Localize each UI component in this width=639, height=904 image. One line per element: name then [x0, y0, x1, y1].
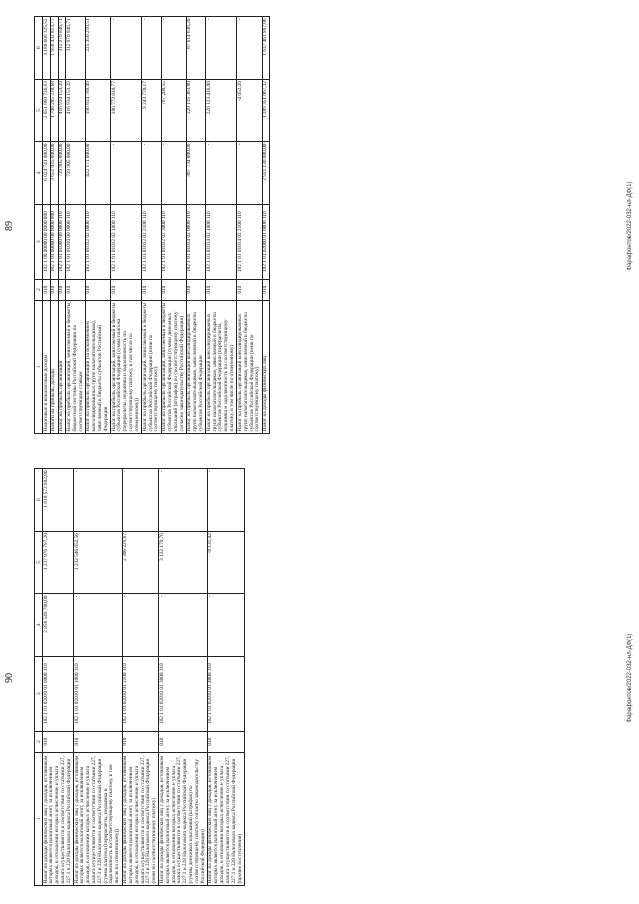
executed-amount: 220 123 416,00: [206, 79, 237, 142]
budget-code: 182 1 01 01012 02 2100 110: [142, 204, 161, 279]
unexecuted-amount: 1 950 432 813,77: [50, 17, 58, 80]
column-header: 6: [35, 17, 43, 80]
table-row: [111, 17, 142, 434]
unexecuted-amount: 225 356 210,51: [85, 17, 110, 80]
row-name: Налог на доходы физических лиц с доходов, источником которых является налоговый агент, за исключением доходов, в отношении которых исчисление и уплата налога осуществляются в соответствии со статьями 227, 227.1 и 228 Налогового кодекса Российской Федерации (суммы денежных взысканий (штрафов) по соответствующему платежу согласно законодательству Российской Федерации): [159, 752, 208, 885]
executed-amount: 416 934 153,29: [58, 79, 66, 142]
unexecuted-amount: 1 618 572 902,80: [43, 469, 74, 532]
page-90: [0, 452, 639, 904]
line-code: 010: [122, 731, 159, 752]
table-row: [50, 17, 58, 434]
row-name: Налог на прибыль организаций консолидированных групп налогоплательщиков, зачисляемый в бюджеты субъектов Российской Федерации (перерасчеты, недоимка и задолженность по соответствующему платежу, в том числе по отмененному): [206, 300, 237, 433]
executed-amount: 220 119 363,80: [186, 79, 205, 142]
budget-code: 182 1 01 02010 01 4000 110: [207, 656, 244, 731]
table-row: [186, 17, 205, 434]
line-code: 010: [262, 279, 270, 300]
budget-code: 182 1 01 02000 01 0000 110: [262, 204, 270, 279]
row-name: Налог на прибыль организаций, зачисляемый в бюджеты субъектов Российской Федерации (сумма платежа (перерасчеты, недоимка и задолженность по соответствующему платежу, в том числе по отмененному)): [111, 300, 142, 433]
table-row: [237, 17, 262, 434]
row-name: Налог на прибыль организаций консолидированных групп налогоплательщиков, зачисляемый в бюджеты субъектов Российской Федерации: [186, 300, 205, 433]
line-code: 010: [50, 279, 58, 300]
table-row: [142, 17, 161, 434]
table-row: [43, 469, 74, 886]
page-number: 90: [4, 673, 15, 683]
column-header: 5: [35, 79, 43, 142]
unexecuted-amount: -: [161, 17, 186, 80]
budget-code: 182 1 01 00000 00 0000 000: [50, 204, 58, 279]
column-header: 4: [35, 142, 43, 205]
executed-amount: 797 200,55: [161, 79, 186, 142]
approved-amount: 2 921 130 000,00: [262, 142, 270, 205]
unexecuted-amount: 312 970 846,71: [58, 17, 66, 80]
table-row: [85, 17, 110, 434]
column-header: 2: [35, 279, 43, 300]
executed-amount: -4 052,20: [237, 79, 262, 142]
budget-code: 182 1 01 01012 02 3000 110: [161, 204, 186, 279]
line-code: 010: [66, 279, 85, 300]
unexecuted-amount: -: [111, 17, 142, 80]
line-code: 010: [207, 731, 244, 752]
unexecuted-amount: -: [207, 469, 244, 532]
row-name: Налог на прибыль организаций консолидированных групп налогоплательщиков, зачисляемый в бюджеты субъектов Российской Федерации (пени по соответствующему платежу): [237, 300, 262, 433]
footer-stamp: Фарафонтов/2022-032-нл-ДФ(1): [627, 633, 633, 723]
approved-amount: -: [207, 594, 244, 657]
unexecuted-amount: 312 970 846,71: [66, 17, 85, 80]
executed-amount: 1 237 976 797,20: [43, 531, 74, 594]
executed-amount: 3 132 170,76: [159, 531, 208, 594]
approved-amount: 422 171 000,00: [85, 142, 110, 205]
approved-amount: -: [122, 594, 159, 657]
row-name: Налоги на прибыль, доходы: [50, 300, 58, 433]
line-code: 010: [161, 279, 186, 300]
unexecuted-amount: 1 637 461 967,06: [262, 17, 270, 80]
row-name: Налог на доходы физических лиц с доходов, источником которых является налоговый агент, за исключением доходов, в отношении которых исчисление и уплата налога осуществляются в соответствии со статьями 227, 227.1 и 228 Налогового кодекса Российской Федерации: [43, 752, 74, 885]
budget-code: 182 1 01 01014 02 0000 110: [186, 204, 205, 279]
line-code: 010: [237, 279, 262, 300]
page-90-rotated: [0, 452, 639, 904]
budget-code: 182 1 01 02010 01 0000 110: [43, 656, 74, 731]
row-name: Налог на доходы физических лиц с доходов, источником которых является налоговый агент, за исключением доходов, в отношении которых исчисление и уплата налога осуществляются в соответствии со статьями 227, 227.1 и 228 Налогового кодекса Российской Федерации (сумма платежа (перерасчеты, недоимка и задолженность по соответствующему платежу, в том числе по отмененному)): [74, 752, 123, 885]
row-name: Налог на прибыль организаций, зачисляемый в бюджеты субъектов Российской Федерации (суммы денежных взысканий (штрафов) по соответствующему платежу согласно законодательству Российской Федерации): [161, 300, 186, 433]
table-row: [262, 17, 270, 434]
executed-amount: 2 306 229,67: [122, 531, 159, 594]
executed-amount: -8 131,42: [207, 531, 244, 594]
approved-amount: 729 905 000,00: [66, 142, 85, 205]
page-number: 89: [4, 221, 15, 231]
table-row: [66, 17, 85, 434]
row-name: Налог на прибыль организаций (за исключением консолидированных групп налогоплательщиков), зачисляемый в бюджеты субъектов Российской Федерации: [85, 300, 110, 433]
unexecuted-amount: 87 614 636,20: [186, 17, 205, 80]
budget-code: 182 1 01 01012 02 1000 110: [111, 204, 142, 279]
budget-table: [34, 468, 245, 886]
row-name: Налог на прибыль организаций, зачисляемый в бюджеты субъектов Российской Федерации (пени по соответствующему платежу): [142, 300, 161, 433]
approved-amount: -: [111, 142, 142, 205]
unexecuted-amount: -: [74, 469, 123, 532]
line-code: 010: [43, 731, 74, 752]
budget-code: 182 1 01 02010 01 2100 110: [122, 656, 159, 731]
unexecuted-amount: -: [142, 17, 161, 80]
budget-code: 182 1 01 02010 01 1000 110: [74, 656, 123, 731]
line-code: 010: [142, 279, 161, 300]
unexecuted-amount: -: [206, 17, 237, 80]
line-code: 010: [85, 279, 110, 300]
approved-amount: -: [74, 594, 123, 657]
row-name: Налог на доходы физических лиц с доходов, источником которых является налоговый агент, за исключением доходов, в отношении которых исчисление и уплата налога осуществляются в соответствии со статьями 227, 227.1 и 228 Налогового кодекса Российской Федерации (прочие поступления): [207, 752, 244, 885]
approved-amount: 729 905 000,00: [58, 142, 66, 205]
table-row: [74, 469, 123, 886]
approved-amount: -: [206, 142, 237, 205]
approved-amount: 6 024 741 000,00: [43, 142, 51, 205]
approved-amount: -: [142, 142, 161, 205]
approved-amount: -: [237, 142, 262, 205]
row-name: Налог на прибыль организаций, зачисляемый в бюджеты бюджетной системы Российской Федерации по соответствующим ставкам: [66, 300, 85, 433]
executed-amount: 2 851 860 726,63: [43, 79, 51, 142]
line-code: 010: [111, 279, 142, 300]
budget-code: 182 1 01 02010 01 3000 110: [159, 656, 208, 731]
executed-amount: 186 773 818,77: [111, 79, 142, 142]
table-row: [122, 469, 159, 886]
approved-amount: 307 734 000,00: [186, 142, 205, 205]
unexecuted-amount: -: [159, 469, 208, 532]
column-header: 3: [35, 656, 43, 731]
footer-stamp: Фарафонтов/2022-032-нл-ДФ(1): [627, 181, 633, 271]
budget-code: 182 1 01 01000 00 0000 110: [58, 204, 66, 279]
approved-amount: 3 651 035 000,00: [50, 142, 58, 205]
column-header: 6: [35, 469, 43, 532]
table-row: [159, 469, 208, 886]
line-code: 010: [186, 279, 205, 300]
table-row: [207, 469, 244, 886]
approved-amount: 2 856 549 700,00: [43, 594, 74, 657]
column-header: 5: [35, 531, 43, 594]
executed-amount: 9 243 770,17: [142, 79, 161, 142]
row-name: Налог на прибыль организаций: [58, 300, 66, 433]
column-header: 2: [35, 731, 43, 752]
budget-code: 182 1 01 01014 02 1000 110: [206, 204, 237, 279]
line-code: 010: [58, 279, 66, 300]
line-code: 010: [206, 279, 237, 300]
approved-amount: -: [159, 594, 208, 657]
unexecuted-amount: -: [237, 17, 262, 80]
column-header: 1: [35, 300, 43, 433]
row-name: Налоговые и неналоговые доходы: [43, 300, 51, 433]
budget-code: 182 1 01 01012 02 0000 110: [85, 204, 110, 279]
unexecuted-amount: 3 180 608 325,52: [43, 17, 51, 80]
budget-table: [34, 16, 270, 434]
executed-amount: 416 934 153,29: [66, 79, 85, 142]
column-header: 4: [35, 594, 43, 657]
header-row: [35, 17, 43, 434]
line-code: 010: [43, 279, 51, 300]
table-row: [58, 17, 66, 434]
approved-amount: -: [161, 142, 186, 205]
executed-amount: 1 289 351 067,32: [262, 79, 270, 142]
line-code: 010: [74, 731, 123, 752]
budget-code: 182 1 00 00000 00 0000 000: [43, 204, 51, 279]
row-name: Налог на доходы физических лиц: [262, 300, 270, 433]
table-row: [161, 17, 186, 434]
table-row: [206, 17, 237, 434]
line-code: 010: [159, 731, 208, 752]
executed-amount: 1 232 546 652,56: [74, 531, 123, 594]
budget-code: 182 1 01 01014 02 2100 110: [237, 204, 262, 279]
executed-amount: 196 814 789,49: [85, 79, 110, 142]
unexecuted-amount: -: [122, 469, 159, 532]
column-header: 1: [35, 752, 43, 885]
column-header: 3: [35, 204, 43, 279]
executed-amount: 1 706 285 220,68: [50, 79, 58, 142]
header-row: [35, 469, 43, 886]
budget-code: 182 1 01 01010 00 0000 110: [66, 204, 85, 279]
row-name: Налог на доходы физических лиц с доходов, источником которых является налоговый агент, за исключением доходов, в отношении которых исчисление и уплата налога осуществляются в соответствии со статьями 227, 227.1 и 228 Налогового кодекса Российской Федерации (пени по соответствующему платежу): [122, 752, 159, 885]
